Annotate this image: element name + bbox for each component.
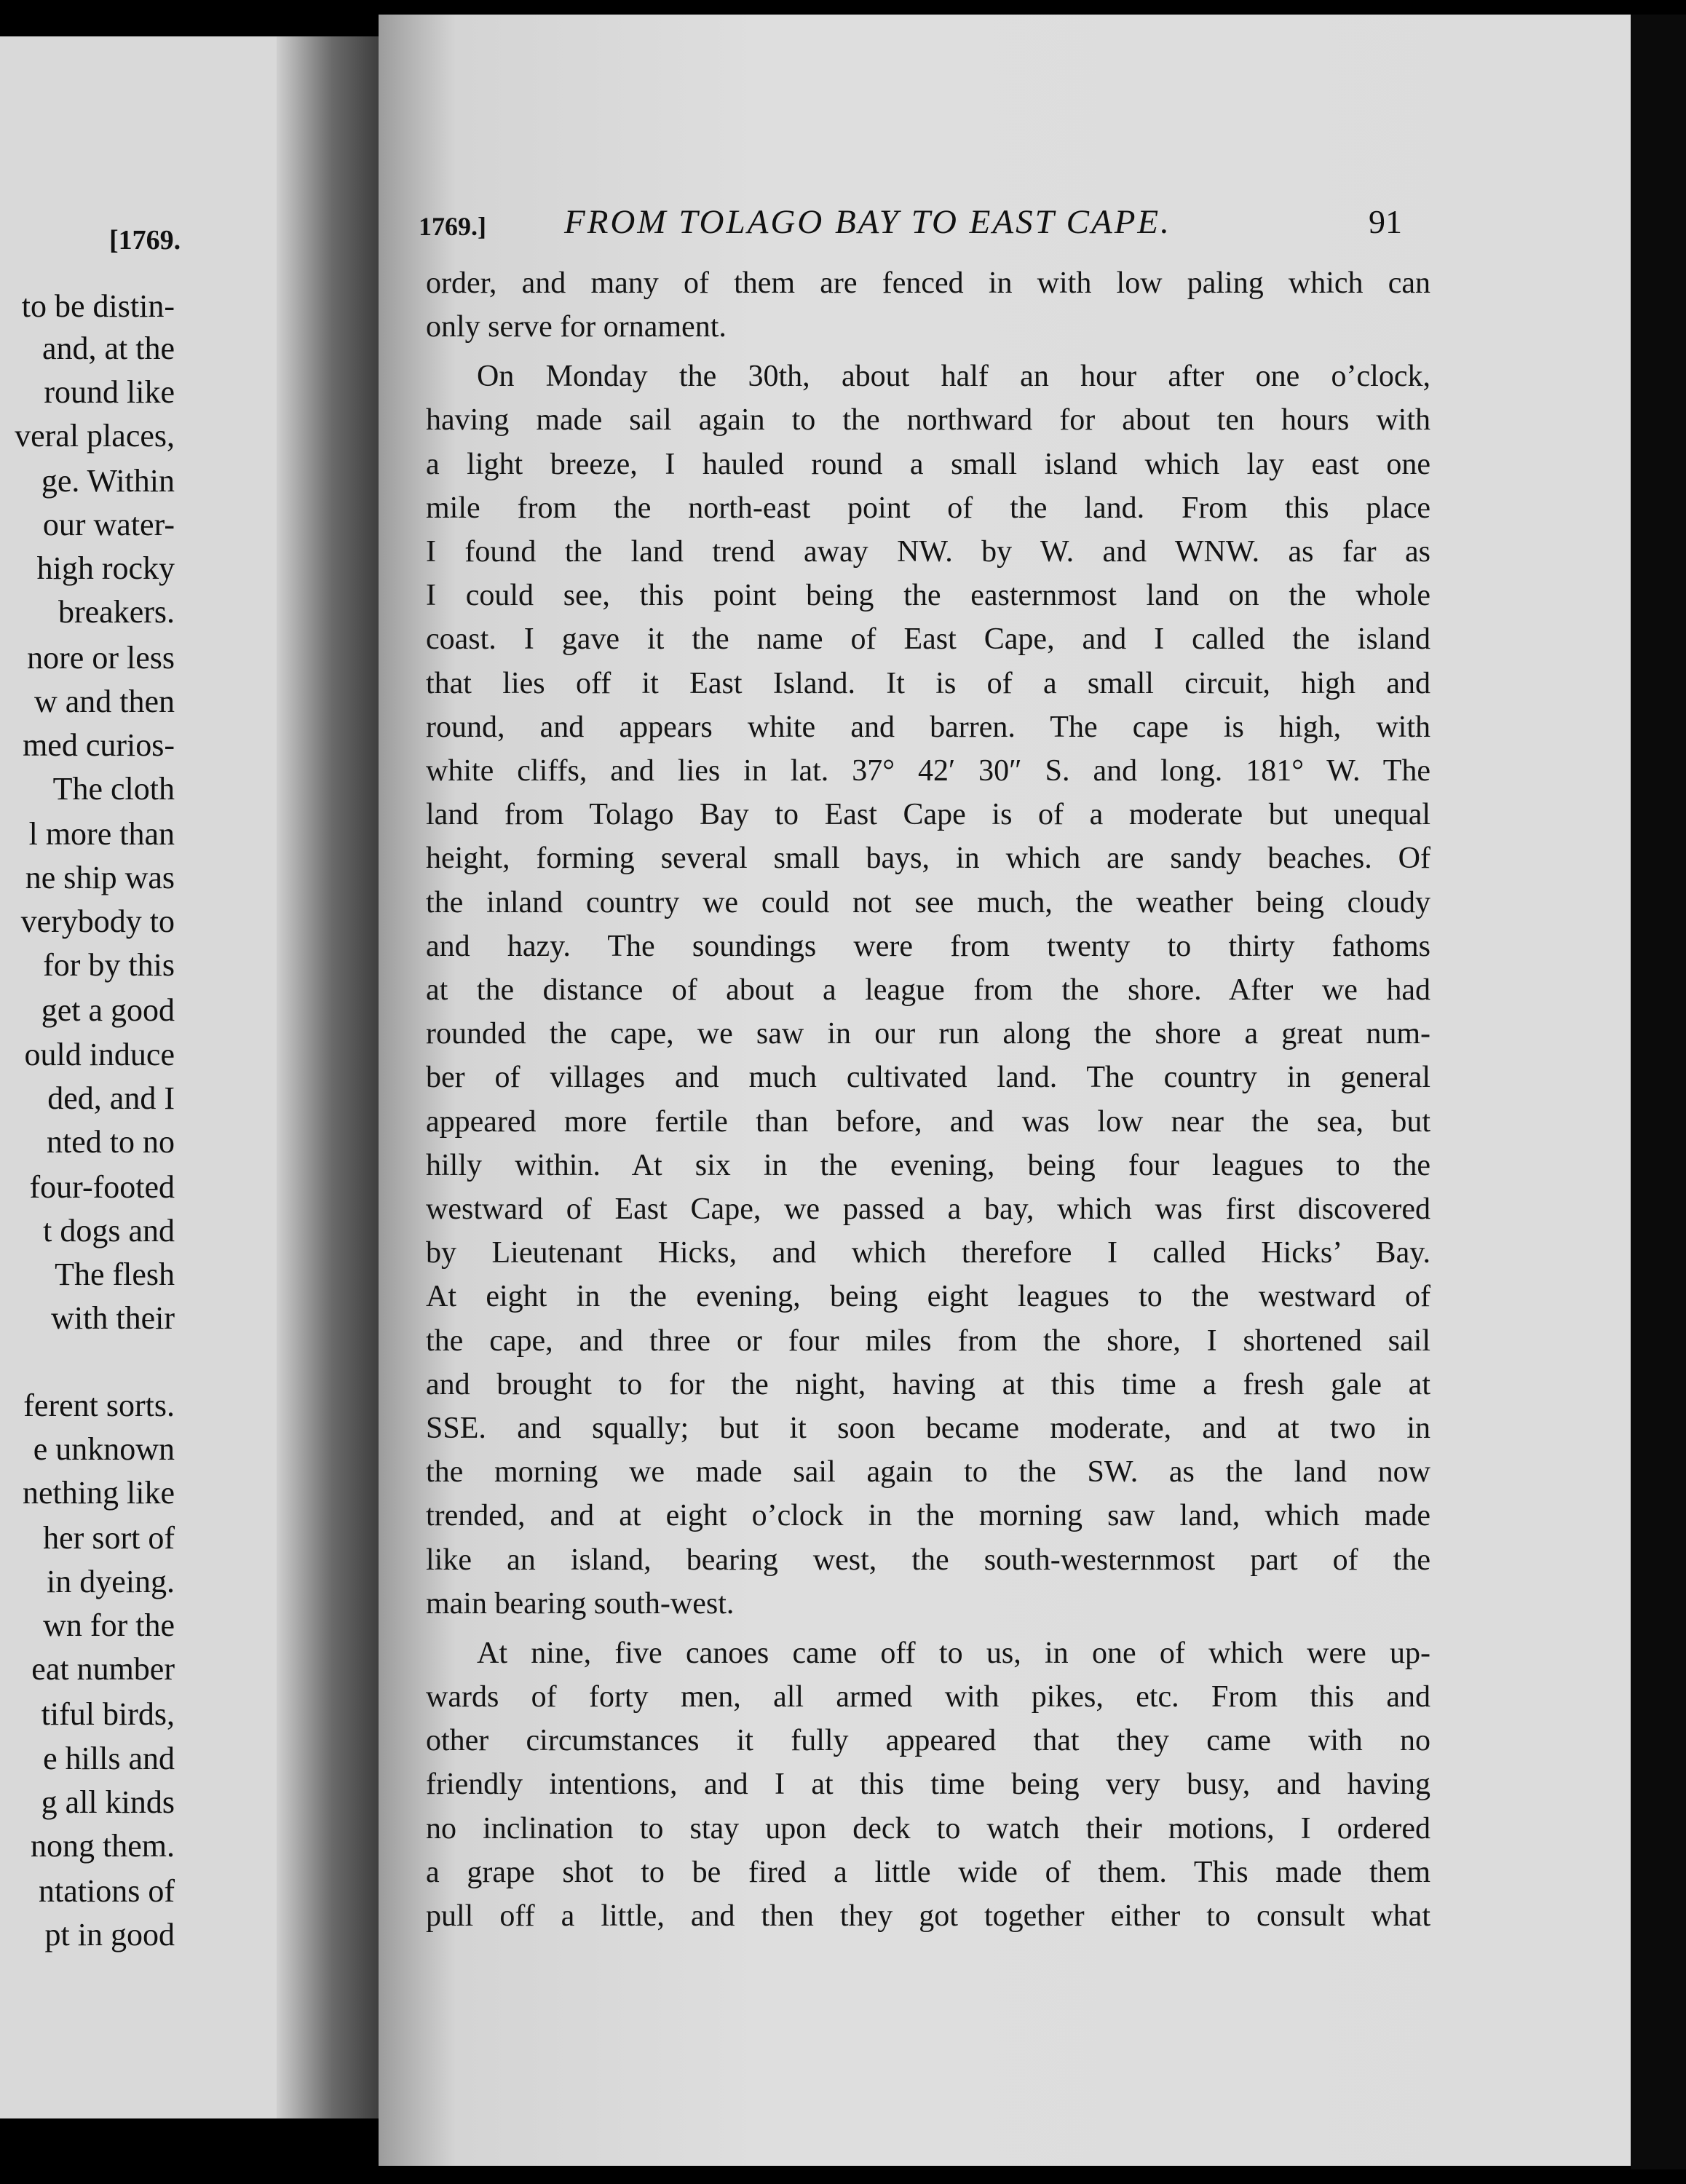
- left-running-year: [1769.: [109, 225, 181, 256]
- left-text-line: verybody to: [20, 903, 175, 939]
- left-text-line: l more than: [28, 816, 175, 852]
- running-year: 1769.]: [419, 212, 486, 241]
- running-head: [419, 202, 1423, 246]
- body-text-line: a light breeze, I hauled round a small island which lay east one: [426, 447, 1430, 481]
- body-text-line: wards of forty men, all armed with pikes, etc. From this and: [426, 1680, 1430, 1714]
- left-text-line: to be distin-: [21, 288, 175, 324]
- left-text-line: pt in good: [44, 1917, 175, 1952]
- left-text-line: round like: [44, 374, 175, 410]
- left-text-line: e unknown: [33, 1431, 175, 1467]
- body-text-line: westward of East Cape, we passed a bay, which was first discovered: [426, 1192, 1430, 1226]
- left-text-line: ded, and I: [47, 1080, 175, 1116]
- body-text-line: at the distance of about a league from the shore. After we had: [426, 973, 1430, 1007]
- left-text-line: ferent sorts.: [23, 1388, 175, 1423]
- left-text-line: veral places,: [15, 418, 175, 454]
- body-text-line: the cape, and three or four miles from the shore, I shortened sail: [426, 1324, 1430, 1358]
- left-text-line: her sort of: [43, 1520, 175, 1556]
- body-text-line: that lies off it East Island. It is of a small circuit, high and: [426, 666, 1430, 700]
- left-text-line: med curios-: [23, 727, 175, 763]
- left-text-line: breakers.: [58, 594, 175, 630]
- left-text-line: ntations of: [39, 1873, 175, 1909]
- left-text-line: ne ship was: [25, 860, 175, 895]
- left-text-line: nething like: [23, 1475, 175, 1511]
- left-text-line: ge. Within: [41, 463, 175, 499]
- body-text-line: height, forming several small bays, in which are sandy beaches. Of: [426, 842, 1430, 876]
- left-text-line: our water-: [42, 507, 175, 542]
- left-text-line: ould induce: [24, 1037, 175, 1072]
- body-text-line: round, and appears white and barren. The cape is high, with: [426, 710, 1430, 744]
- body-text-line: At nine, five canoes came off to us, in one of which were up-: [477, 1636, 1430, 1670]
- left-text-line: eat number: [31, 1651, 175, 1687]
- left-text-line: w and then: [33, 684, 175, 719]
- body-text-line: friendly intentions, and I at this time being very busy, and having: [426, 1768, 1430, 1802]
- body-text-line: only serve for ornament.: [426, 310, 727, 344]
- body-text-line: coast. I gave it the name of East Cape, and I called the island: [426, 622, 1430, 657]
- body-text-line: a grape shot to be fired a little wide of them. This made them: [426, 1855, 1430, 1889]
- body-text-line: trended, and at eight o’clock in the morning saw land, which made: [426, 1499, 1430, 1533]
- body-text-line: SSE. and squally; but it soon became moderate, and at two in: [426, 1412, 1430, 1445]
- body-text-line: the inland country we could not see much, the weather being cloudy: [426, 885, 1430, 919]
- right-page-edge: [1631, 15, 1686, 2169]
- left-text-line: for by this: [43, 947, 175, 983]
- left-text-line: get a good: [41, 992, 175, 1028]
- running-title: FROM TOLAGO BAY TO EAST CAPE.: [564, 203, 1171, 241]
- body-text-line: pull off a little, and then they got together either to consult what: [426, 1899, 1430, 1933]
- body-text-line: ber of villages and much cultivated land. The country in general: [426, 1061, 1430, 1095]
- left-text-line: The cloth: [52, 771, 175, 807]
- left-text-line: wn for the: [43, 1607, 175, 1643]
- left-text-line: four-footed: [29, 1169, 175, 1205]
- body-text-line: land from Tolago Bay to East Cape is of a moderate but unequal: [426, 798, 1430, 832]
- body-text-line: no inclination to stay upon deck to watch their motions, I ordered: [426, 1811, 1430, 1845]
- body-text-line: like an island, bearing west, the south-westernmost part of the: [426, 1543, 1430, 1577]
- body-text-line: having made sail again to the northward for about ten hours with: [426, 403, 1430, 438]
- left-text-line: high rocky: [36, 550, 175, 586]
- body-text-line: appeared more fertile than before, and was low near the sea, but: [426, 1104, 1430, 1139]
- page-number: 91: [1369, 203, 1402, 240]
- body-text-line: rounded the cape, we saw in our run along the shore a great num-: [426, 1017, 1430, 1051]
- left-text-line: nore or less: [27, 640, 175, 676]
- body-text-line: mile from the north-east point of the land. From this place: [426, 491, 1430, 525]
- body-text-line: main bearing south-west.: [426, 1586, 735, 1621]
- left-text-line: g all kinds: [41, 1784, 175, 1820]
- body-text-line: other circumstances it fully appeared that they came with no: [426, 1724, 1430, 1758]
- left-text-line: nong them.: [31, 1828, 175, 1864]
- body-text-line: by Lieutenant Hicks, and which therefore I called Hicks’ Bay.: [426, 1236, 1430, 1270]
- body-text-line: At eight in the evening, being eight leagues to the westward of: [426, 1280, 1430, 1314]
- left-text-line: in dyeing.: [47, 1564, 175, 1599]
- left-text-line: The flesh: [55, 1257, 175, 1292]
- left-text-line: t dogs and: [43, 1213, 175, 1249]
- left-text-line: with their: [51, 1300, 175, 1336]
- body-text-line: and hazy. The soundings were from twenty to thirty fathoms: [426, 929, 1430, 963]
- body-text-line: I found the land trend away NW. by W. and WNW. as far as: [426, 535, 1430, 569]
- body-text-line: On Monday the 30th, about half an hour after one o’clock,: [477, 360, 1430, 394]
- body-text-line: the morning we made sail again to the SW. as the land now: [426, 1455, 1430, 1489]
- body-text-line: white cliffs, and lies in lat. 37° 42′ 30″ S. and long. 181° W. The: [426, 754, 1430, 788]
- left-text-line: and, at the: [41, 331, 175, 366]
- body-text-line: order, and many of them are fenced in with low paling which can: [426, 266, 1430, 300]
- body-text-line: and brought to for the night, having at this time a fresh gale at: [426, 1367, 1430, 1401]
- body-text-line: I could see, this point being the easternmost land on the whole: [426, 579, 1430, 613]
- left-text-line: e hills and: [43, 1741, 175, 1776]
- left-text-line: nted to no: [47, 1124, 175, 1160]
- left-text-line: tiful birds,: [41, 1696, 175, 1732]
- body-text-line: hilly within. At six in the evening, being four leagues to the: [426, 1148, 1430, 1182]
